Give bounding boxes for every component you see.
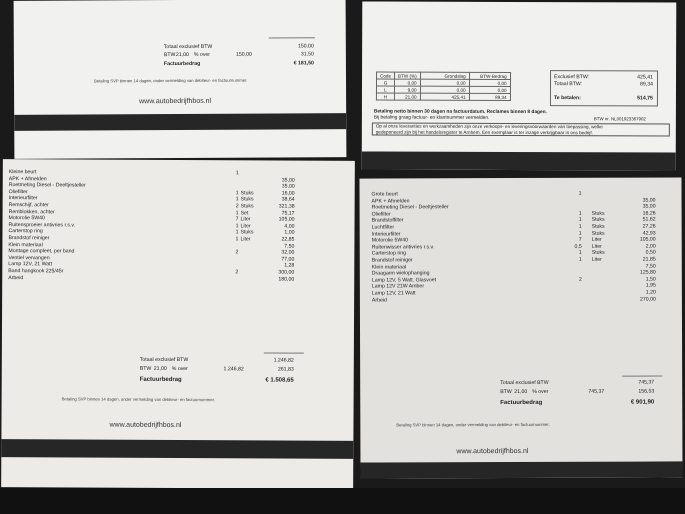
item-unit: Stuks [591,223,605,230]
item-unit: Stuks [240,196,254,203]
vat-header-base: Grondslag [420,72,469,79]
total-value: € 181,50 [293,60,314,67]
item-quantity: 1 [578,256,582,263]
vat-cell: 0,00 [420,79,469,86]
payment-reference-note: Bij betaling graag factuur- en klantnummer vermelden. [373,115,490,121]
item-description: Ruitenwisser antivries r.s.v. [371,244,435,251]
item-quantity: 7 [578,236,582,243]
total-label: Factuurbedrag [139,376,182,384]
item-description: Brandstof reiniger [371,257,413,264]
item-quantity: 1 [235,223,239,230]
item-unit: Liter [240,236,251,243]
item-quantity: 2 [235,203,239,210]
pay-value: 514,75 [637,95,653,102]
subtotal-label: Totaal exclusief BTW [163,43,213,51]
item-description: Roetmeting Diesel - Deeltjesteller [371,204,449,211]
item-price: 22,85 [281,236,295,243]
item-unit: Liter [240,223,251,230]
item-quantity: 2 [235,269,239,276]
item-unit: Set [240,209,249,216]
vat-over: % over [532,388,549,395]
divider [264,352,304,353]
terms-line-2: gedeponeerd zijn bij het handelsregister te Arnhem. Een exemplaar is ter inzage verkrijgbaar in ons bedrijf. [375,129,593,135]
item-unit: Stuks [591,217,605,224]
item-unit: Liter [240,216,251,223]
footer-bar [14,113,346,131]
website-url: www.autobedrijfhbos.nl [139,97,212,106]
excl-label: Exclusief BTW: [554,74,590,81]
invoice-sheet-top-right [362,1,677,170]
item-description: Arbeid [8,274,24,281]
item-quantity: 1 [578,223,582,230]
vat-label: BTW [500,389,512,396]
vat-rate: 21,00 [514,388,528,396]
subtotal-label: Totaal exclusief BTW [139,356,189,364]
payment-terms: Betaling netto binnen 30 dagen na factuurdatum. Reclames binnen 8 dagen. [373,109,547,116]
vat-table [376,72,511,101]
item-description: Klein materiaal [371,263,407,271]
item-price: 21,85 [642,256,656,263]
terms-line-1: Op al onze leveranties en werkzaamheden zijn onze verkoops- en leveringsvoorwaarden van toepassing, welke [375,123,603,130]
item-price: 105,00 [639,236,656,243]
item-price: 16,00 [281,190,295,197]
vat-cell: G [376,79,394,86]
item-price: 180,00 [278,276,295,283]
vat-over: % over [193,51,211,58]
item-price: 75,17 [281,210,295,217]
item-unit: Liter [591,243,602,250]
website-url: www.autobedrijfhbos.nl [109,421,182,430]
item-description: Oliefilter [8,188,28,196]
item-quantity: 1 [235,229,239,236]
subtotal-value: 745,37 [638,379,655,386]
item-description: Band hangkook 225/45r [8,268,64,275]
vat-base: 150,00 [235,51,252,58]
item-price: 77,00 [281,256,295,263]
item-price: 38,64 [281,196,295,203]
subtotal-value: 1.246,82 [273,357,294,364]
vat-label: BTW [139,365,152,372]
vat-cell: 425,41 [420,93,469,100]
item-price: 16,26 [642,210,656,217]
item-quantity: 1 [578,217,582,224]
item-price: 1,50 [645,276,656,283]
item-unit: Stuks [591,230,605,237]
vat-base: 745,37 [588,388,605,395]
list-item [2,275,354,284]
vat-label: BTW [163,52,176,59]
item-price: 270,00 [640,296,656,303]
subtotal-label: Totaal exclusief BTW [500,379,549,387]
payment-note: Betaling SVP binnen 14 dagen, onder vermelding van debiteur- en factuurnummer. [396,421,550,428]
item-unit: Stuks [591,210,605,217]
item-description: Carterstop ring [371,250,407,257]
vat-rate: 21,00 [153,365,167,372]
item-price: 0,50 [645,249,656,256]
total-label: Factuurbedrag [500,399,543,407]
vat-rate: 21,00 [175,51,189,59]
item-description: Montage compleet, per band [8,248,75,255]
item-quantity: 7 [235,216,239,223]
subtotal-value: 150,00 [297,43,314,50]
item-description: APK + Afmelden [8,175,47,182]
item-price: 300,00 [278,269,295,276]
vat-cell: L [376,86,394,93]
item-price: 105,00 [278,216,295,223]
item-price: 35,00 [281,183,295,190]
item-description: Arbeid [371,297,387,304]
item-price: 32,00 [281,249,295,256]
total-label: Factuurbedrag [163,60,201,68]
item-description: Luchtfilter [371,224,395,231]
item-quantity: 1 [578,190,582,197]
item-unit: Stuks [591,250,605,257]
item-description: Oliefilter [371,211,391,218]
item-description: Lamp 12V 21W Amber [371,283,425,290]
footer-bar [360,461,682,478]
total-value: € 901,90 [630,399,655,406]
item-quantity: 0,5 [574,243,582,250]
item-unit: Liter [591,256,602,263]
item-price: 35,00 [642,203,656,210]
item-description: Interieurfilter [8,195,38,202]
item-description: APK + Afmelden [371,197,410,205]
item-description: Brandstof reiniger [8,235,50,242]
item-price: 27,26 [642,223,656,230]
item-price: 35,00 [281,177,295,184]
vat-header-rate: BTW (%) [395,72,421,79]
list-item [360,296,682,304]
item-price: 35,00 [642,197,656,204]
item-quantity: 2 [578,276,582,283]
item-description: Ventiel vervangen [8,254,50,262]
footer-bar [362,151,676,170]
vat-cell: 0,00 [469,79,510,86]
item-description: Motorolie 5W40 [8,215,45,222]
item-price: 7,50 [284,243,295,250]
vat-value: 31,50 [300,51,314,58]
vat-header-code: Code [377,72,395,79]
item-description: Draagarm wielophanging [371,270,430,277]
item-quantity: 1 [235,209,239,216]
item-description: Brandstoffilter [371,217,404,224]
item-quantity: 1 [578,210,582,217]
footer-bar [1,439,353,459]
vat-over: % over [171,365,188,373]
btw-number: BTW nr. NL001923367902 [593,116,646,122]
table-row [376,93,510,100]
item-description: Klein materiaal [8,241,43,248]
item-description: Kleine beurt [8,169,37,176]
item-unit: Stuks [240,229,254,236]
item-price: 1,95 [645,282,656,289]
item-description: Grote beurt [371,191,398,198]
item-description: Carterstop ring [8,228,43,235]
website-url: www.autobedrijfhbos.nl [456,447,529,456]
vat-header-amount: BTW-Bedrag [469,72,510,79]
item-unit: Stuks [240,203,254,210]
table-surface [0,488,685,514]
excl-value: 425,41 [637,74,654,81]
item-quantity: 1 [578,230,582,237]
divider [622,376,662,377]
vat-cell: 9,00 [394,86,420,93]
item-quantity: 1 [235,236,239,243]
item-price: 1,00 [284,229,295,236]
item-quantity: 1 [235,190,239,197]
divider [269,37,315,38]
item-description: Interieurfilter [371,231,401,238]
item-list [3,159,355,283]
pay-label: Te betalen: [553,95,581,102]
item-price: 1,20 [645,289,656,296]
vat-total-value: 89,34 [640,81,654,88]
item-price: 4,00 [284,223,295,230]
vat-value: 156,53 [638,388,655,395]
total-value: € 1.508,65 [265,377,294,384]
item-description: Remblokken, achter [8,208,55,215]
item-description: Lamp 12V, 21 Watt [8,261,53,268]
vat-cell: 0,00 [420,86,469,93]
vat-cell: 0,00 [469,86,510,93]
item-description: Roetmeting Diesel - Deeltjesteller [8,182,86,189]
terms-box [372,122,670,136]
totals-box [550,70,658,106]
item-price: 1,28 [284,262,295,269]
item-price: 2,00 [645,243,656,250]
item-price: 125,80 [639,269,656,276]
vat-cell: 21,00 [394,93,420,100]
item-description: Ruitensproeier antivries r.s.v. [8,221,76,229]
vat-total-label: Totaal BTW: [553,81,583,88]
item-price: 42,93 [642,230,656,237]
item-list [359,177,681,304]
item-description: Motorolie 5W40 [371,237,409,244]
item-quantity: 2 [235,249,239,256]
item-price: 51,62 [642,216,656,223]
item-quantity: 1 [235,170,239,177]
payment-note: Betaling SVP binnen 14 dagen, onder vermelding van debiteur- en factuurnummer. [61,396,215,403]
vat-value: 261,83 [277,366,294,373]
item-description: Lamp 12V, 21 Watt [371,290,416,297]
item-unit: Stuks [240,190,254,197]
payment-note: Betaling SVP binnen 14 dagen, onder vermelding van debiteur- en factuurnummer. [93,77,248,84]
item-description: Lamp 12V, 5 Watt, Glasvoet [371,277,437,284]
vat-cell: H [376,93,394,100]
item-quantity: 1 [235,196,239,203]
invoice-sheet-top-left [14,0,347,159]
item-description: Remschijf, achter [8,202,49,209]
vat-base: 1.246,82 [223,366,244,373]
vat-cell: 0,00 [394,79,420,86]
item-quantity: 1 [578,250,582,257]
item-price: 321,38 [278,203,295,210]
item-price: 7,50 [645,263,656,270]
item-unit: Liter [591,236,602,243]
invoice-sheet-bottom-right [359,177,682,478]
invoice-sheet-bottom-left [1,159,355,489]
vat-cell: 89,34 [469,93,510,100]
